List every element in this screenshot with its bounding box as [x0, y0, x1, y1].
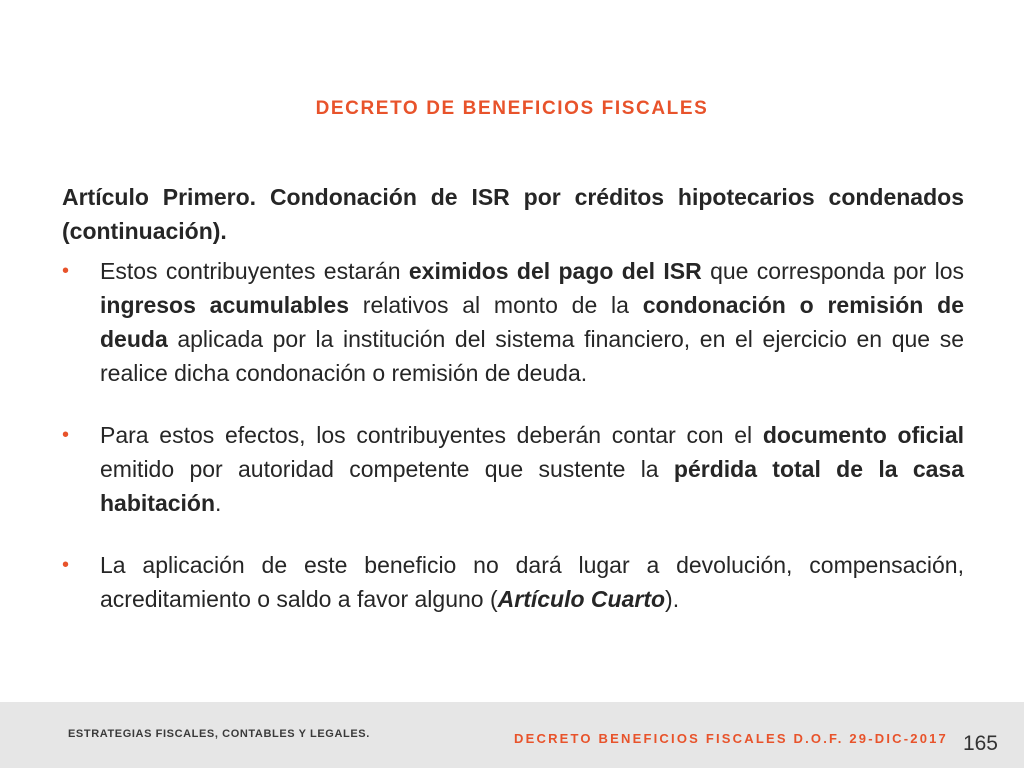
- bullet-dot-icon: •: [62, 554, 70, 576]
- bullet-3-text: [100, 552, 964, 612]
- bullet-dot-icon: •: [62, 424, 70, 446]
- bold-run: condonación o remisión de deuda: [100, 292, 964, 352]
- bullet-1-text: [100, 258, 964, 386]
- text-run: relativos al monto de la: [349, 292, 643, 318]
- bullet-2-text: [100, 422, 964, 516]
- text-run: que corresponda por los: [701, 258, 964, 284]
- text-run: aplicada por la institución del sistema financiero, en el ejercicio en que se realice dicha condonación o remisión de deuda.: [100, 326, 964, 386]
- slide-body: [62, 180, 964, 616]
- bullet-item-1: [62, 254, 964, 390]
- text-run: Estos contribuyentes estarán: [100, 258, 409, 284]
- bold-run: eximidos del pago del ISR: [408, 258, 702, 284]
- bullet-dot-icon: •: [62, 260, 70, 282]
- text-run: .: [215, 490, 222, 516]
- footer-company: ESTRATEGIAS FISCALES, CONTABLES Y LEGALES.: [68, 728, 370, 740]
- bullet-item-3: [62, 548, 964, 616]
- bold-italic-run: Artículo Cuarto: [497, 586, 666, 612]
- text-run: emitido por autoridad competente que sustente la: [100, 456, 674, 482]
- slide-title: DECRETO DE BENEFICIOS FISCALES: [315, 98, 709, 119]
- page-number: 165: [962, 732, 998, 755]
- article-heading: Artículo Primero. Condonación de ISR por créditos hipotecarios condenados (continuación).: [62, 184, 964, 244]
- bold-run: ingresos acumulables: [100, 292, 349, 318]
- text-run: ).: [665, 586, 680, 612]
- text-run: Para estos efectos, los contribuyentes deberán contar con el: [100, 422, 763, 448]
- bold-run: pérdida total de la casa habitación: [100, 456, 964, 516]
- bold-run: documento oficial: [762, 422, 964, 448]
- bullet-item-2: [62, 418, 964, 520]
- footer-decree-ref: DECRETO BENEFICIOS FISCALES D.O.F. 29-DIC-2017: [514, 731, 948, 746]
- text-run: La aplicación de este beneficio no dará lugar a devolución, compensación, acreditamiento o saldo a favor alguno (: [100, 552, 964, 612]
